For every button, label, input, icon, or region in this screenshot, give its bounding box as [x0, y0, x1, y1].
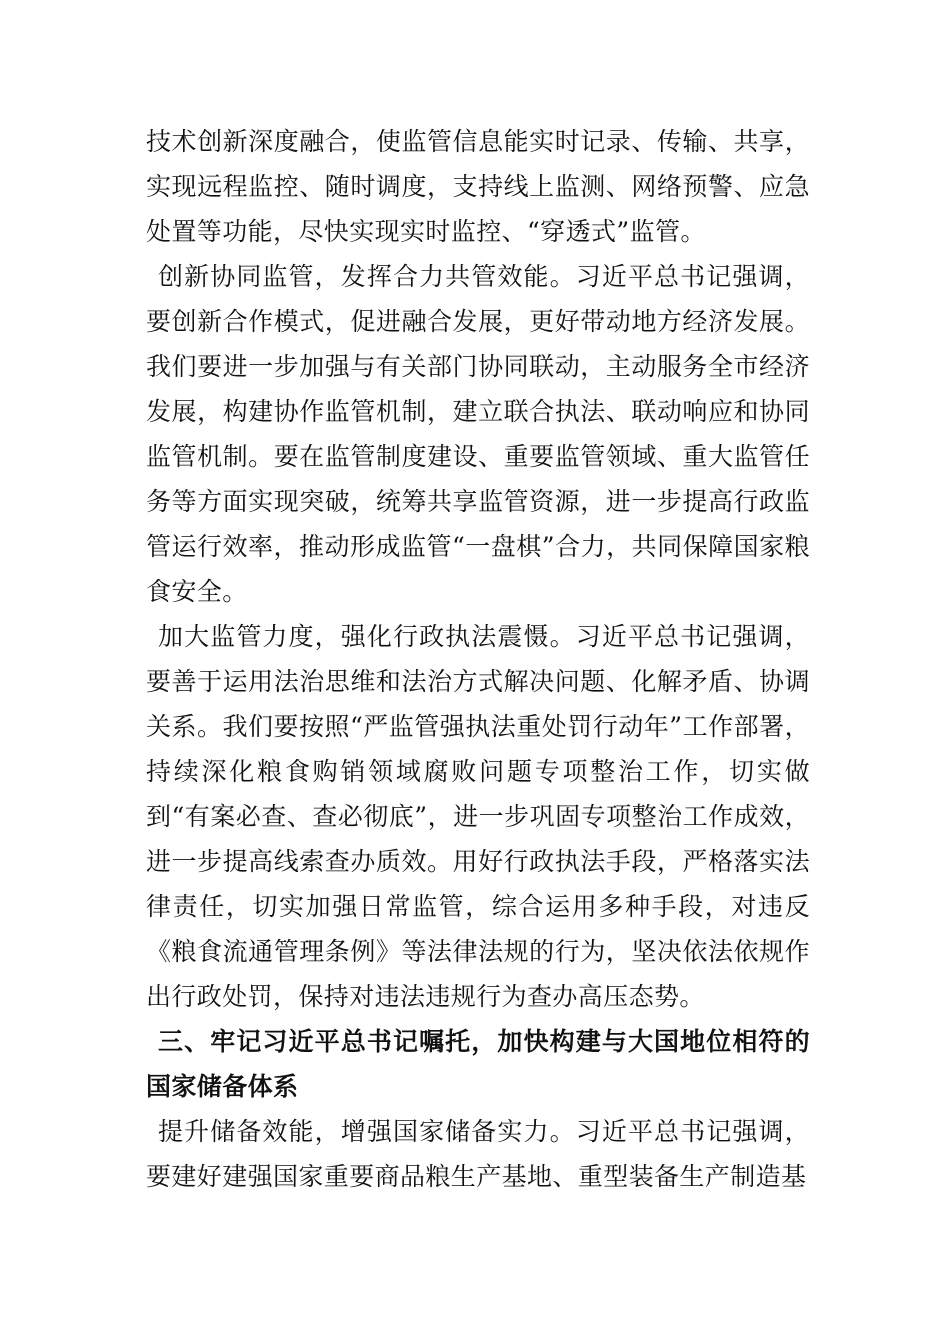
paragraph-continuation: 技术创新深度融合，使监管信息能实时记录、传输、共享，实现远程监控、随时调度，支持线上监测、网络预警、应急处置等功能，尽快实现实时监控、“穿透式”监管。 — [146, 127, 810, 246]
document-body — [146, 119, 810, 1199]
section-heading: 三、牢记习近平总书记嘱托，加快构建与大国地位相符的国家储备体系 — [146, 1027, 810, 1101]
paragraph-enforcement: 加大监管力度，强化行政执法震慑。习近平总书记强调，要善于运用法治思维和法治方式解决问题、化解矛盾、协调关系。我们要按照“严监管强执法重处罚行动年”工作部署，持续深化粮食购销领域腐败问题专项整治工作，切实做到“有案必查、查必彻底”，进一步巩固专项整治工作成效，进一步提高线索查办质效。用好行政执法手段，严格落实法律责任，切实加强日常监管，综合运用多种手段，对违反《粮食流通管理条例》等法律法规的行为，坚决依法依规作出行政处罚，保持对违法违规行为查办高压态势。 — [146, 622, 810, 1011]
paragraph-collaborative-supervision: 创新协同监管，发挥合力共管效能。习近平总书记强调，要创新合作模式，促进融合发展，更好带动地方经济发展。我们要进一步加强与有关部门协同联动，主动服务全市经济发展，构建协作监管机制，建立联合执法、联动响应和协同监管机制。要在监管制度建设、重要监管领域、重大监管任务等方面实现突破，统筹共享监管资源，进一步提高行政监管运行效率，推动形成监管“一盘棋”合力，共同保障国家粮食安全。 — [146, 262, 810, 606]
paragraph-reserve-efficiency: 提升储备效能，增强国家储备实力。习近平总书记强调，要建好建强国家重要商品粮生产基地、重型装备生产制造基 — [146, 1117, 810, 1191]
